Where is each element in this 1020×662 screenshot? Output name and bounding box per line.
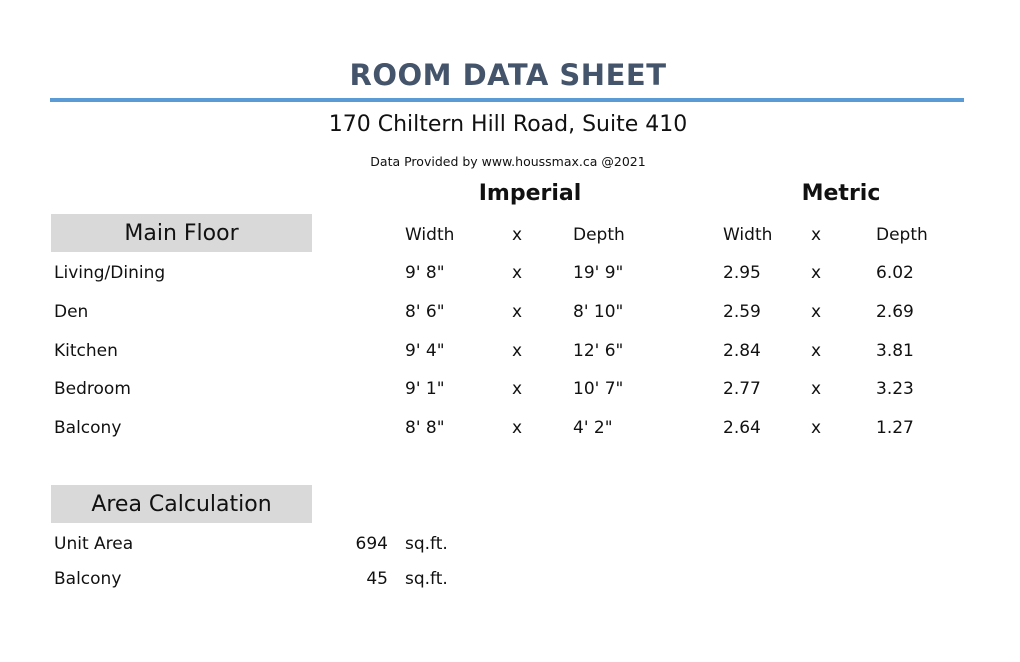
metric-depth: 6.02 <box>876 263 914 283</box>
area-value: 694 <box>355 534 388 554</box>
metric-x: x <box>811 263 822 283</box>
metric-width: 2.59 <box>723 302 761 322</box>
metric-x: x <box>811 302 822 322</box>
metric-depth: 2.69 <box>876 302 914 322</box>
metric-width-header: Width <box>723 225 773 245</box>
room-name: Kitchen <box>54 341 118 361</box>
imperial-width-header: Width <box>405 225 455 245</box>
room-name: Living/Dining <box>54 263 166 283</box>
metric-x: x <box>811 341 822 361</box>
imperial-width: 9' 4" <box>405 341 445 361</box>
imperial-depth-header: Depth <box>573 225 625 245</box>
metric-depth: 1.27 <box>876 418 914 438</box>
metric-x: x <box>811 418 822 438</box>
imperial-x: x <box>512 379 523 399</box>
metric-width: 2.77 <box>723 379 761 399</box>
imperial-x: x <box>512 263 523 283</box>
area-value: 45 <box>366 569 388 589</box>
area-calculation-heading: Area Calculation <box>51 485 312 523</box>
area-unit: sq.ft. <box>405 534 448 554</box>
data-credit: Data Provided by www.houssmax.ca @2021 <box>370 154 646 169</box>
imperial-x: x <box>512 302 523 322</box>
imperial-width: 9' 8" <box>405 263 445 283</box>
page-title: ROOM DATA SHEET <box>349 58 667 92</box>
imperial-width: 9' 1" <box>405 379 445 399</box>
room-name: Den <box>54 302 89 322</box>
area-label: Balcony <box>54 569 122 589</box>
metric-depth: 3.23 <box>876 379 914 399</box>
metric-heading: Metric <box>801 181 881 206</box>
metric-width: 2.64 <box>723 418 761 438</box>
imperial-width: 8' 8" <box>405 418 445 438</box>
metric-x: x <box>811 379 822 399</box>
area-label: Unit Area <box>54 534 134 554</box>
metric-width: 2.95 <box>723 263 761 283</box>
room-name: Balcony <box>54 418 122 438</box>
property-address: 170 Chiltern Hill Road, Suite 410 <box>328 112 688 137</box>
title-underline <box>50 98 964 102</box>
imperial-heading: Imperial <box>478 181 582 206</box>
imperial-x-header: x <box>512 225 523 245</box>
imperial-depth: 10' 7" <box>573 379 624 399</box>
metric-width: 2.84 <box>723 341 761 361</box>
room-name: Bedroom <box>54 379 131 399</box>
imperial-x: x <box>512 341 523 361</box>
main-floor-heading: Main Floor <box>51 214 312 252</box>
metric-depth-header: Depth <box>876 225 928 245</box>
imperial-depth: 4' 2" <box>573 418 613 438</box>
imperial-depth: 19' 9" <box>573 263 624 283</box>
metric-x-header: x <box>811 225 822 245</box>
imperial-width: 8' 6" <box>405 302 445 322</box>
imperial-depth: 12' 6" <box>573 341 624 361</box>
metric-depth: 3.81 <box>876 341 914 361</box>
imperial-x: x <box>512 418 523 438</box>
imperial-depth: 8' 10" <box>573 302 624 322</box>
area-unit: sq.ft. <box>405 569 448 589</box>
